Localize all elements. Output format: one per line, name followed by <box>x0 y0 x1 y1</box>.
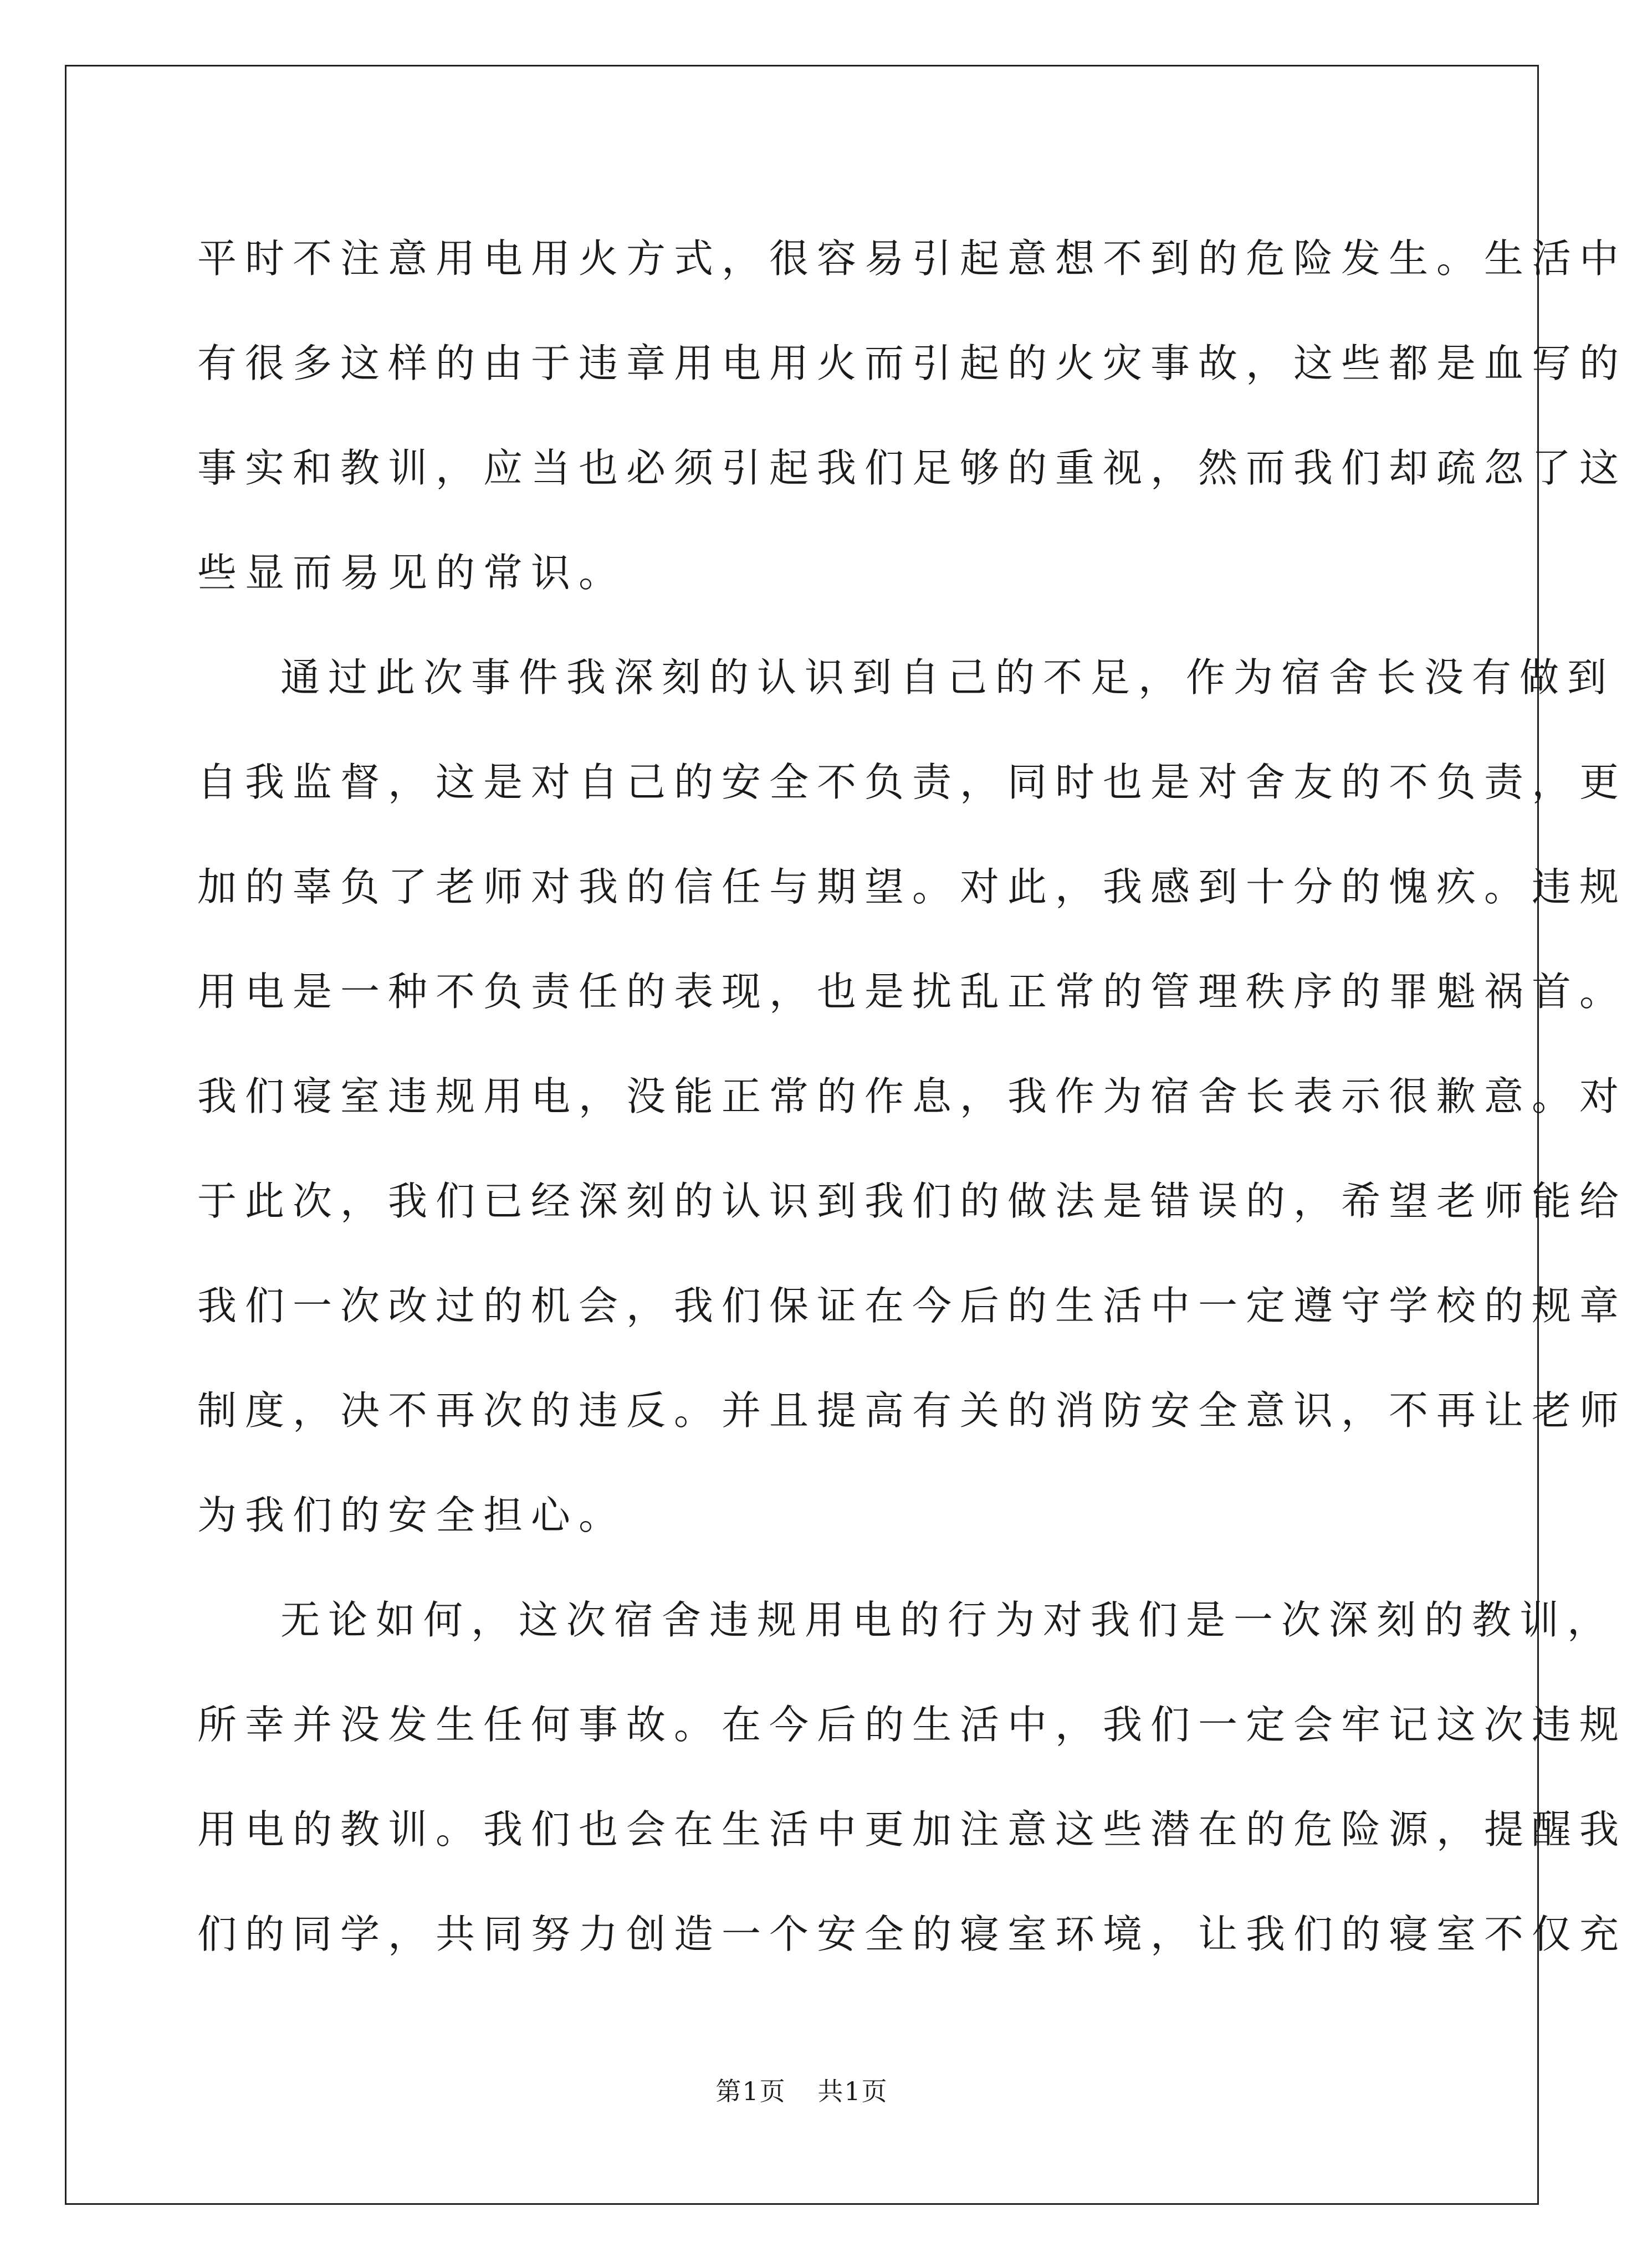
text-line: 事实和教训，应当也必须引起我们足够的重视，然而我们却疏忽了这 <box>197 445 1627 491</box>
text-line: 自我监督，这是对自己的安全不负责，同时也是对舍友的不负责，更 <box>197 759 1627 805</box>
document-body <box>197 206 1627 1987</box>
page-footer <box>0 2071 1604 2108</box>
text-line: 我们一次改过的机会，我们保证在今后的生活中一定遵守学校的规章 <box>197 1283 1627 1329</box>
text-line: 些显而易见的常识。 <box>197 550 627 596</box>
text-line: 们的同学，共同努力创造一个安全的寝室环境，让我们的寝室不仅充 <box>197 1911 1627 1957</box>
text-line: 加的辜负了老师对我的信任与期望。对此，我感到十分的愧疚。违规 <box>197 864 1627 910</box>
text-line: 所幸并没发生任何事故。在今后的生活中，我们一定会牢记这次违规 <box>197 1702 1627 1748</box>
page-number-total: 共1页 <box>817 2076 888 2106</box>
page-number-current: 第1页 <box>715 2076 786 2106</box>
text-line: 平时不注意用电用火方式，很容易引起意想不到的危险发生。生活中 <box>197 235 1627 281</box>
text-line: 用电的教训。我们也会在生活中更加注意这些潜在的危险源，提醒我 <box>197 1806 1627 1852</box>
text-line: 于此次，我们已经深刻的认识到我们的做法是错误的，希望老师能给 <box>197 1178 1627 1224</box>
text-line: 制度，决不再次的违反。并且提高有关的消防安全意识，不再让老师 <box>197 1388 1627 1434</box>
text-line: 通过此次事件我深刻的认识到自己的不足，作为宿舍长没有做到 <box>280 654 1615 700</box>
text-line: 无论如何，这次宿舍违规用电的行为对我们是一次深刻的教训， <box>280 1597 1615 1643</box>
text-line: 用电是一种不负责任的表现，也是扰乱正常的管理秩序的罪魁祸首。 <box>197 969 1627 1015</box>
text-line: 为我们的安全担心。 <box>197 1492 627 1538</box>
text-line: 我们寝室违规用电，没能正常的作息，我作为宿舍长表示很歉意。对 <box>197 1073 1627 1119</box>
text-line: 有很多这样的由于违章用电用火而引起的火灾事故，这些都是血写的 <box>197 340 1627 386</box>
